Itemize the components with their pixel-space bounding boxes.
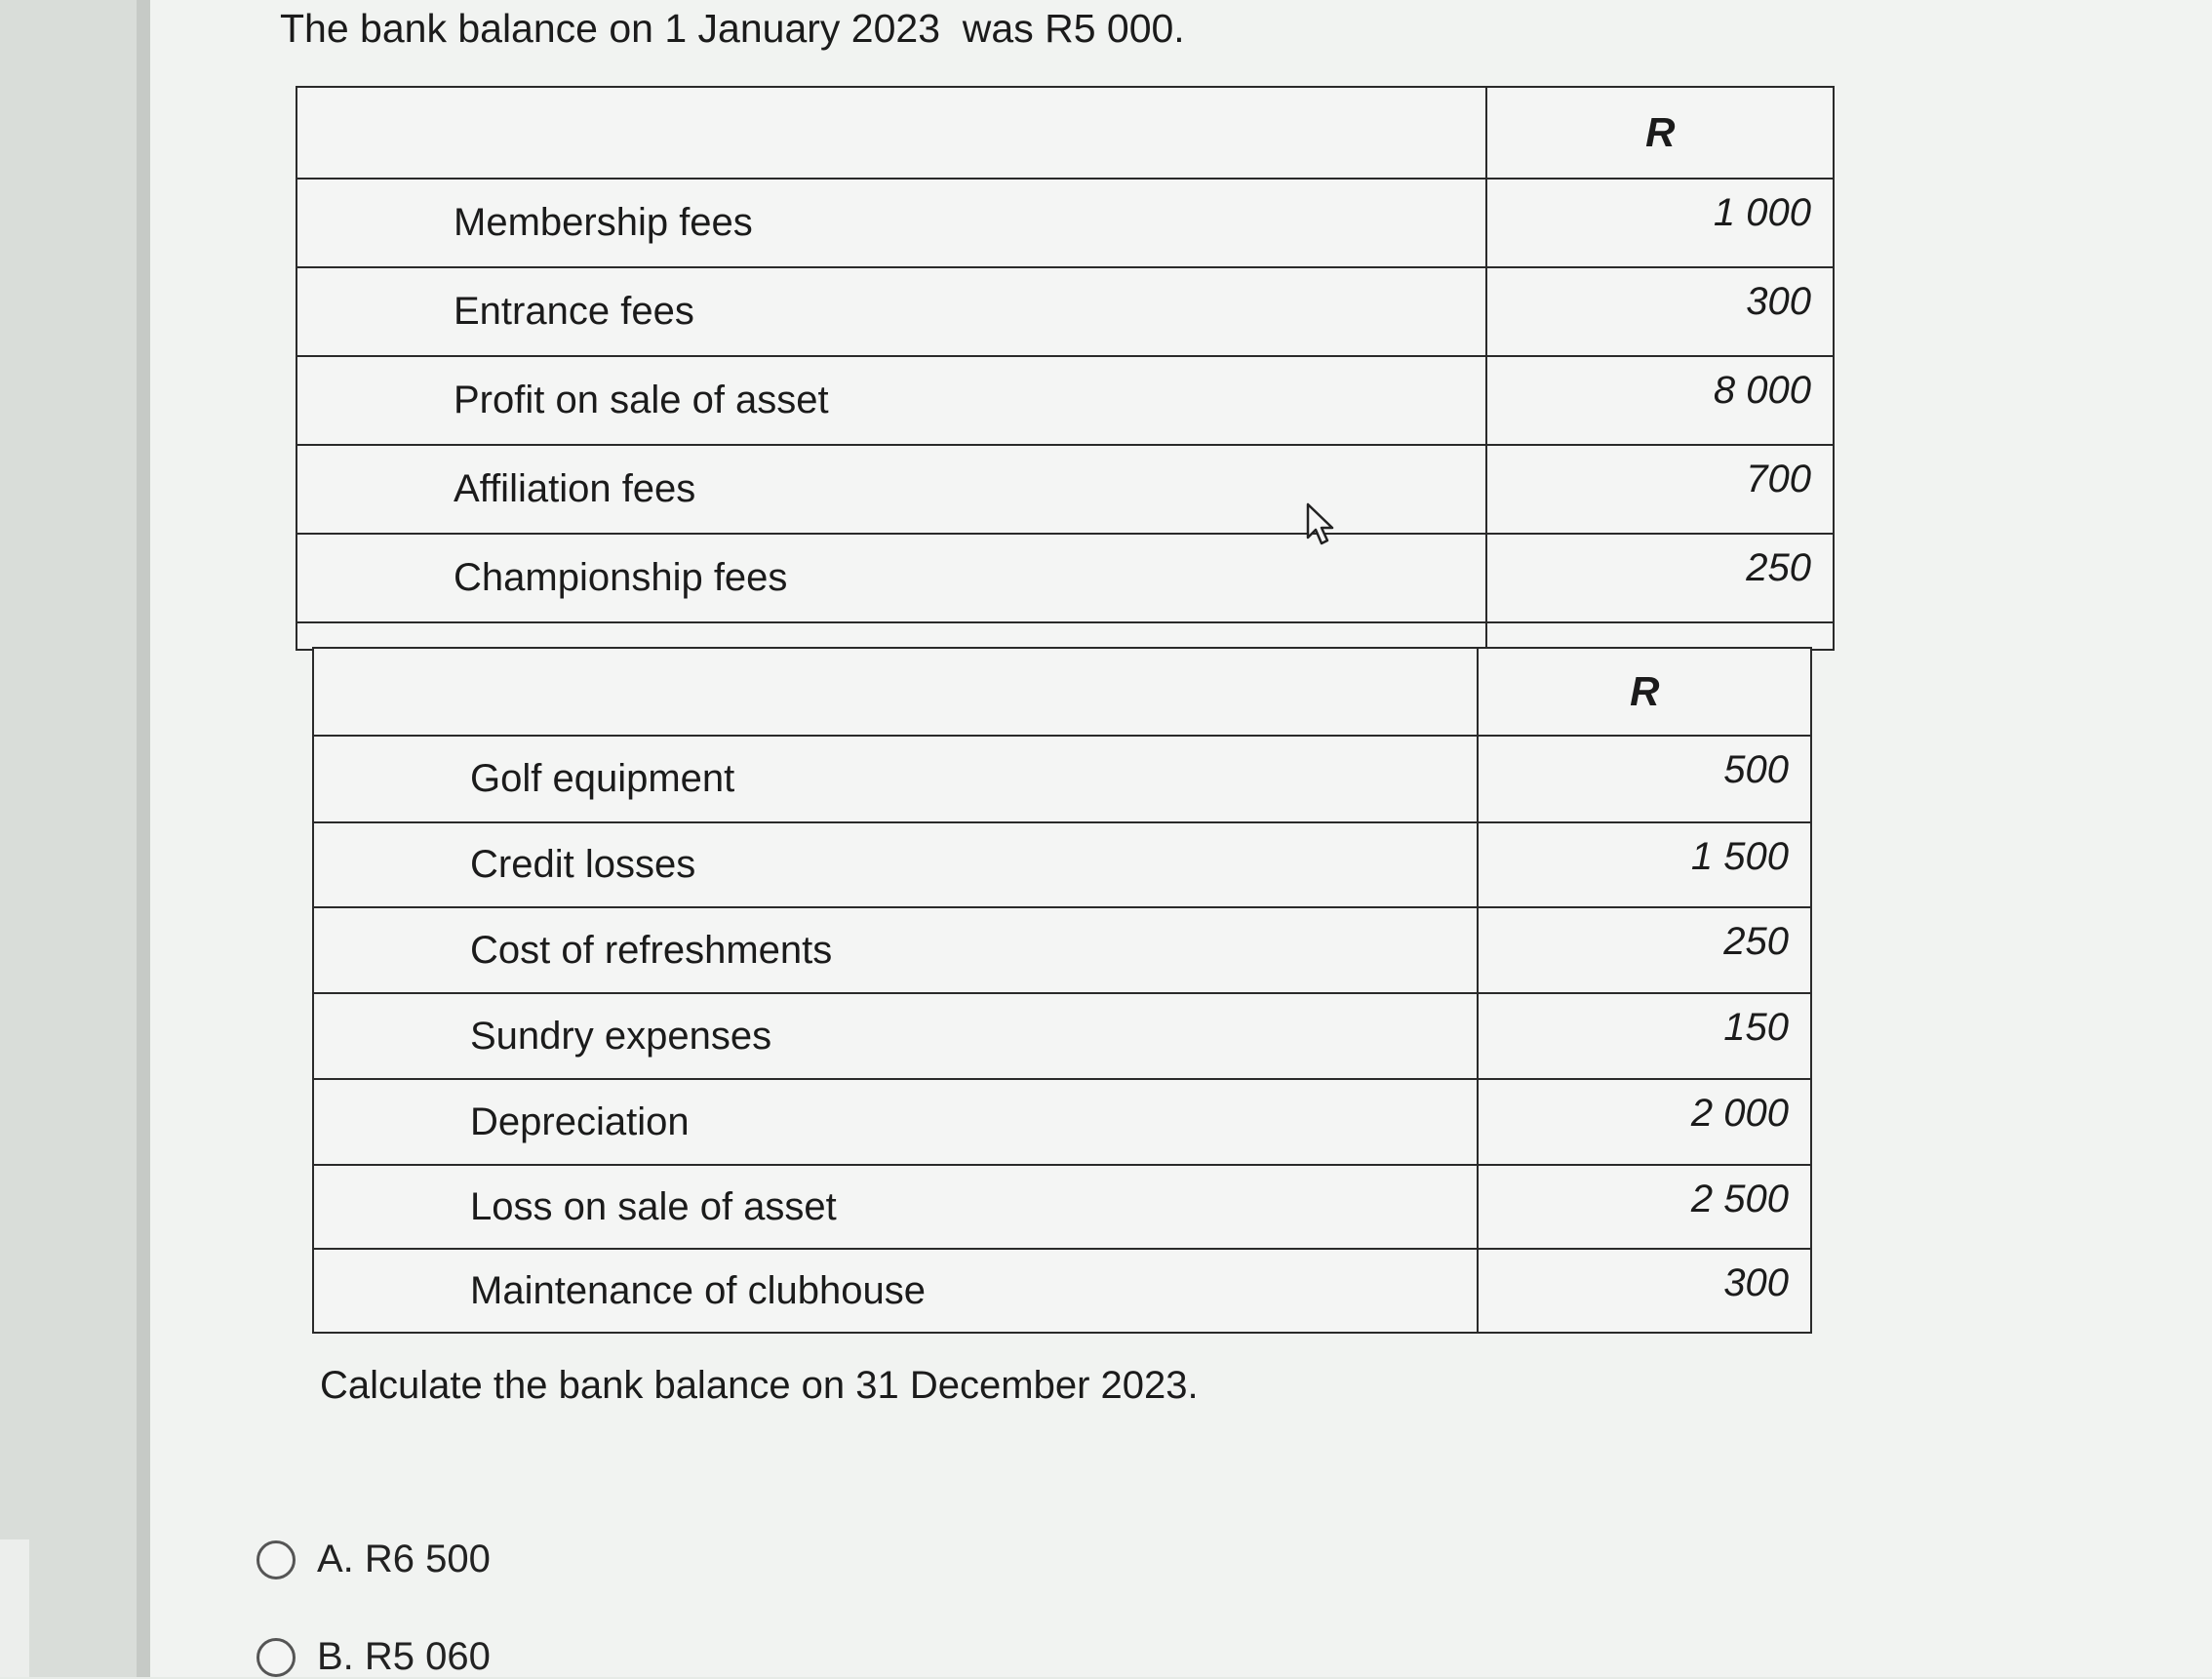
payment-amount: 2 000 <box>1478 1079 1811 1165</box>
answer-option-label: A. R6 500 <box>317 1538 491 1580</box>
receipt-amount: 250 <box>1486 534 1834 622</box>
payment-label: Depreciation <box>313 1079 1478 1165</box>
table-spacer-row <box>296 622 1834 650</box>
payment-label: Credit losses <box>313 822 1478 907</box>
payment-amount: 250 <box>1478 907 1811 993</box>
receipt-amount: 700 <box>1486 445 1834 534</box>
receipt-label: Membership fees <box>296 179 1486 267</box>
payment-amount: 1 500 <box>1478 822 1811 907</box>
screen-bezel <box>0 0 137 1677</box>
table-row <box>313 1079 1811 1165</box>
payment-amount: 300 <box>1478 1249 1811 1333</box>
question-prompt: Calculate the bank balance on 31 December 2023. <box>320 1364 1199 1407</box>
receipt-label: Affiliation fees <box>296 445 1486 534</box>
receipt-label: Profit on sale of asset <box>296 356 1486 445</box>
payments-table <box>312 647 1812 1334</box>
spacer-cell <box>1486 622 1834 650</box>
receipts-header-blank <box>296 87 1486 179</box>
receipts-header-row <box>296 87 1834 179</box>
payment-amount: 150 <box>1478 993 1811 1079</box>
table-row <box>313 907 1811 993</box>
receipt-amount: 300 <box>1486 267 1834 356</box>
payments-header-blank <box>313 648 1478 736</box>
receipt-amount: 1 000 <box>1486 179 1834 267</box>
table-row <box>296 267 1834 356</box>
question-intro: The bank balance on 1 January 2023 was R5 000. <box>280 6 1185 51</box>
mouse-pointer-icon <box>1305 502 1340 547</box>
payment-amount: 500 <box>1478 736 1811 822</box>
payment-amount: 2 500 <box>1478 1165 1811 1249</box>
radio-button-icon[interactable] <box>257 1540 296 1579</box>
payment-label: Golf equipment <box>313 736 1478 822</box>
table-row <box>313 822 1811 907</box>
payment-label: Loss on sale of asset <box>313 1165 1478 1249</box>
table-row <box>313 736 1811 822</box>
table-row <box>313 1165 1811 1249</box>
table-row <box>296 179 1834 267</box>
receipt-label: Entrance fees <box>296 267 1486 356</box>
screen-corner <box>0 1539 29 1677</box>
table-row <box>296 356 1834 445</box>
table-row <box>296 445 1834 534</box>
payment-label: Sundry expenses <box>313 993 1478 1079</box>
answer-option-label: B. R5 060 <box>317 1635 491 1678</box>
radio-button-icon[interactable] <box>257 1638 296 1677</box>
spacer-cell <box>296 622 1486 650</box>
payment-label: Maintenance of clubhouse <box>313 1249 1478 1333</box>
receipts-currency-header: R <box>1486 87 1834 179</box>
receipt-label: Championship fees <box>296 534 1486 622</box>
payments-currency-header: R <box>1478 648 1811 736</box>
table-row <box>313 1249 1811 1333</box>
answer-option-a[interactable] <box>257 1538 491 1581</box>
payments-header-row <box>313 648 1811 736</box>
payment-label: Cost of refreshments <box>313 907 1478 993</box>
table-row <box>313 993 1811 1079</box>
receipt-amount: 8 000 <box>1486 356 1834 445</box>
answer-option-b[interactable] <box>257 1635 491 1679</box>
receipts-table <box>296 86 1835 651</box>
screen-edge <box>137 0 150 1677</box>
table-row <box>296 534 1834 622</box>
